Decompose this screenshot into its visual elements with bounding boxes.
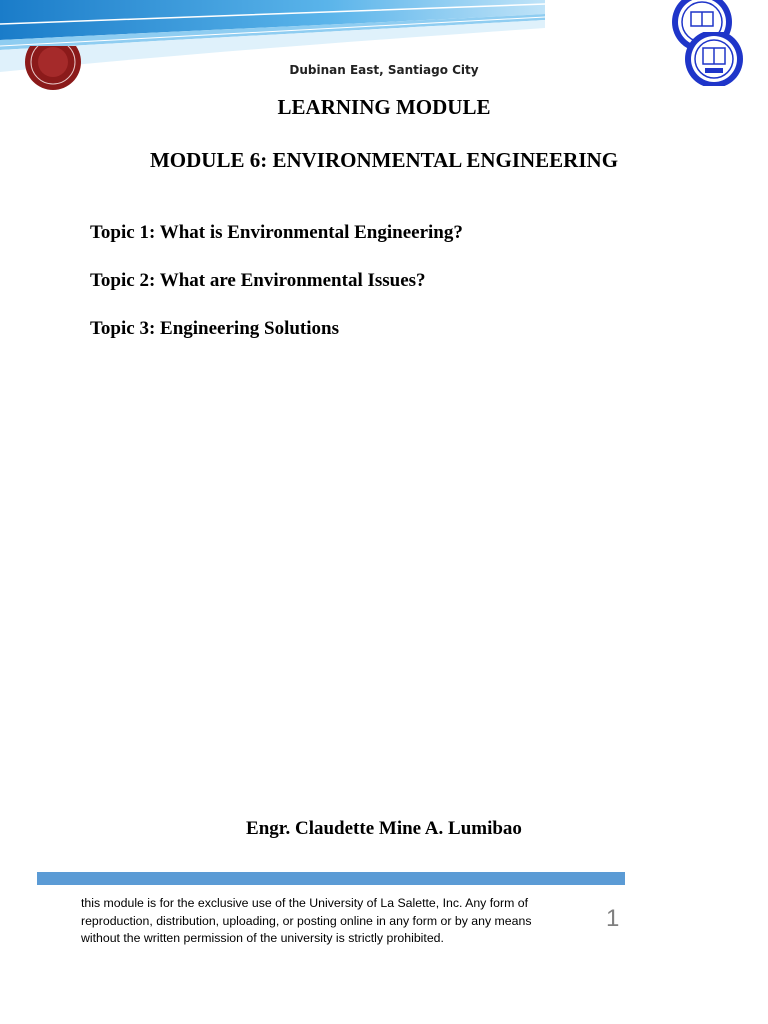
footer-note-line: reproduction, distribution, uploading, or posting online in any form or by any means <box>81 913 532 928</box>
school-address: Dubinan East, Santiago City <box>289 63 479 77</box>
topic-3: Topic 3: Engineering Solutions <box>90 318 339 339</box>
footer-copyright-note <box>81 895 571 948</box>
module-title: MODULE 6: ENVIRONMENTAL ENGINEERING <box>149 148 619 172</box>
footer-note-line: this module is for the exclusive use of the University of La Salette, Inc. Any form of <box>81 896 528 910</box>
author-name: Engr. Claudette Mine A. Lumibao <box>246 818 522 839</box>
topic-2: Topic 2: What are Environmental Issues? <box>90 270 426 291</box>
page-number: 1 <box>606 905 620 932</box>
college-seal-blue-icon <box>684 32 744 86</box>
document-heading: LEARNING MODULE <box>277 95 491 119</box>
topic-1: Topic 1: What is Environmental Engineering? <box>90 222 463 243</box>
footer-note-line: without the written permission of the university is strictly prohibited. <box>81 931 444 945</box>
footer-bar <box>37 872 625 885</box>
